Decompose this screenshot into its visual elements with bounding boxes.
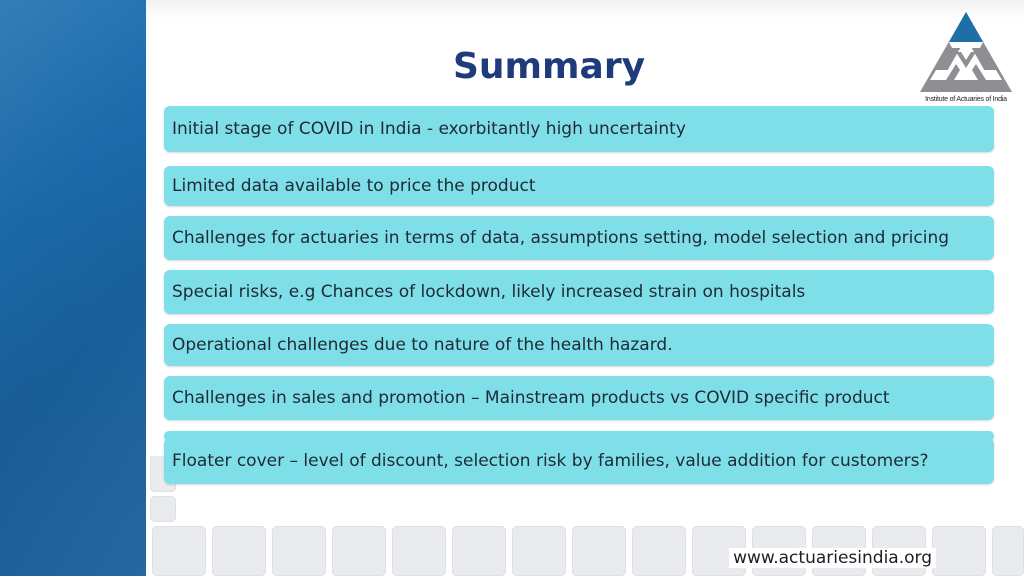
side-decoration-band	[0, 0, 146, 576]
summary-item: Challenges in sales and promotion – Mainstream products vs COVID specific product	[164, 376, 994, 420]
institute-of-actuaries-logo-icon	[916, 8, 1016, 108]
logo-caption: Institute of Actuaries of India	[925, 96, 1007, 103]
summary-item: Floater cover – level of discount, selection risk by families, value addition for customers?	[164, 438, 994, 484]
footer-website-url: www.actuariesindia.org	[729, 548, 936, 568]
top-shade	[146, 0, 1024, 20]
summary-item: Challenges for actuaries in terms of data, assumptions setting, model selection and pricing	[164, 216, 994, 260]
summary-item: Initial stage of COVID in India - exorbitantly high uncertainty	[164, 106, 994, 152]
summary-item: Special risks, e.g Chances of lockdown, likely increased strain on hospitals	[164, 270, 994, 314]
slide-title: Summary	[452, 46, 646, 87]
summary-item: Operational challenges due to nature of the health hazard.	[164, 324, 994, 366]
summary-item: Limited data available to price the product	[164, 166, 994, 206]
